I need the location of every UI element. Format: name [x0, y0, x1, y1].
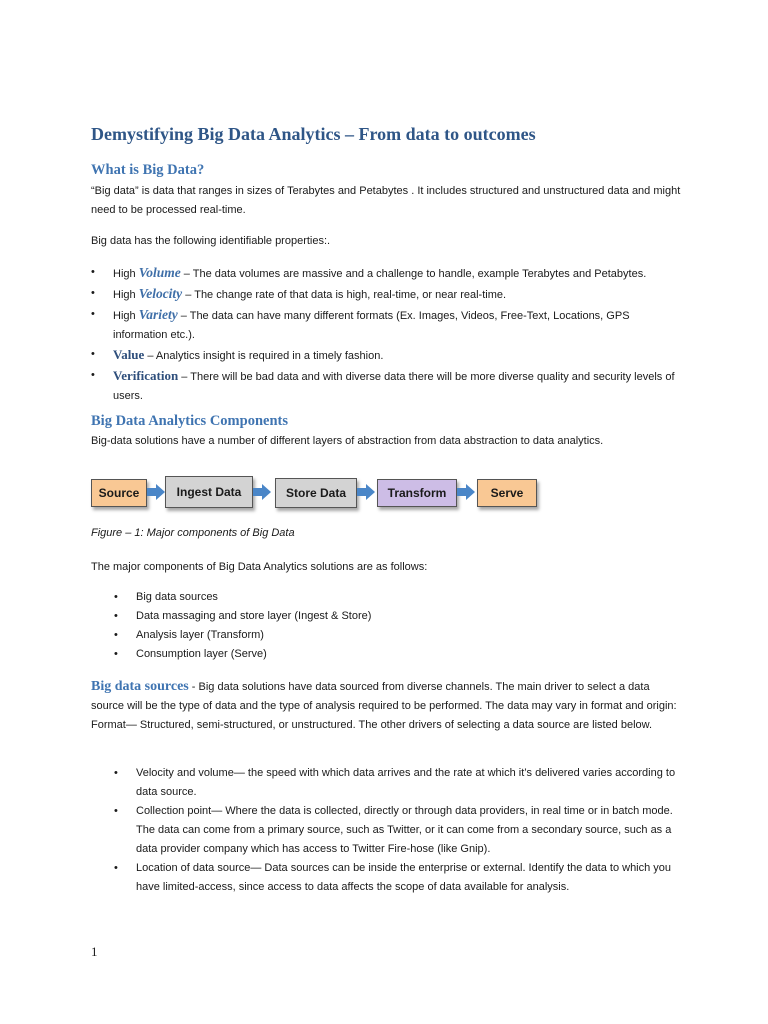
document-title: Demystifying Big Data Analytics – From data to outcomes [91, 124, 536, 144]
components-flow-diagram [91, 474, 551, 514]
flow-box-label: Store Data [285, 486, 347, 500]
components-list-intro: The major components of Big Data Analytics solutions are as follows: [91, 561, 428, 573]
flow-box-source [91, 479, 147, 507]
page-number: 1 [91, 944, 98, 959]
list-item-text: Data massaging and store layer (Ingest & Store) [136, 610, 372, 622]
list-item-text: Analysis layer (Transform) [136, 629, 264, 641]
flow-box-label: Transform [387, 486, 447, 500]
bullet-icon: • [114, 629, 118, 641]
bullet-icon: • [114, 805, 118, 817]
property-prefix: High [113, 268, 139, 280]
list-item [114, 802, 679, 859]
property-item-volume [91, 263, 681, 284]
bullet-icon: • [91, 348, 95, 360]
list-item [114, 626, 674, 645]
list-item [114, 764, 679, 802]
property-text: – The change rate of that data is high, real-time, or near real-time. [182, 289, 507, 301]
bullet-icon: • [114, 862, 118, 874]
big-data-sources-heading: Big data sources [91, 679, 189, 694]
list-item-text: Collection point— Where the data is collected, directly or through data providers, in real time or in batch mode. The data can come from a primary source, such as Twitter, or it can come from a secondary source, such as a data provider company which has access to Twitter Fire-hose (like Gnip). [136, 805, 673, 855]
list-item-text: Consumption layer (Serve) [136, 648, 267, 660]
bullet-icon: • [91, 308, 95, 320]
property-item-variety [91, 305, 681, 345]
property-item-velocity [91, 284, 681, 305]
big-data-intro: “Big data” is data that ranges in sizes of Terabytes and Petabytes . It includes structured and unstructured data and might need to be processed real-time. [91, 185, 681, 216]
flow-box-ingest-data [165, 476, 253, 508]
bullet-icon: • [91, 369, 95, 381]
property-keyword: Velocity [138, 286, 183, 301]
property-keyword: Verification [113, 368, 179, 383]
bullet-icon: • [91, 266, 95, 278]
section-heading-components: Big Data Analytics Components [91, 413, 288, 429]
flow-box-label: Ingest Data [176, 485, 242, 499]
components-intro: Big-data solutions have a number of different layers of abstraction from data abstraction to data analytics. [91, 435, 604, 447]
property-item-value [91, 345, 681, 366]
property-keyword: Variety [138, 307, 178, 322]
property-text: – The data can have many different formats (Ex. Images, Videos, Free-Text, Locations, GPS information etc.). [113, 310, 630, 341]
flow-box-store-data [275, 478, 357, 508]
list-item-text: Big data sources [136, 591, 218, 603]
bullet-icon: • [114, 610, 118, 622]
figure-caption: Figure – 1: Major components of Big Data [91, 527, 295, 539]
drivers-list [114, 764, 679, 897]
property-prefix: High [113, 289, 139, 301]
section-heading-what-is-big-data: What is Big Data? [91, 162, 205, 178]
properties-intro: Big data has the following identifiable properties:. [91, 235, 331, 247]
list-item [114, 645, 674, 664]
list-item [114, 588, 674, 607]
property-item-verification [91, 366, 681, 406]
property-text: – The data volumes are massive and a challenge to handle, example Terabytes and Petabytes. [180, 268, 647, 280]
big-data-sources-text: - Big data solutions have data sourced from diverse channels. The main driver to select a data source will be the type of data and the type of analysis required to be performed. The data may vary in format and origin: Format— Structured, semi-structured, or unstructured. The other drivers of selecting a data source are listed below. [91, 681, 677, 731]
flow-box-transform [377, 479, 457, 507]
flow-box-serve [477, 479, 537, 507]
property-keyword: Volume [138, 265, 181, 280]
property-text: – Analytics insight is required in a timely fashion. [144, 350, 384, 362]
list-item [114, 607, 674, 626]
property-text: – There will be bad data and with diverse data there will be more diverse quality and security levels of users. [113, 371, 675, 402]
flow-box-label: Source [98, 486, 140, 500]
list-item-text: Location of data source— Data sources can be inside the enterprise or external. Identify the data to which you have limited-access, since access to data affects the scope of data available for analysis. [136, 862, 672, 893]
bullet-icon: • [91, 287, 95, 299]
bullet-icon: • [114, 767, 118, 779]
components-list [114, 588, 674, 664]
big-data-sources-paragraph [91, 677, 681, 735]
bullet-icon: • [114, 591, 118, 603]
list-item-text: Velocity and volume— the speed with which data arrives and the rate at which it’s delivered varies according to data source. [136, 767, 676, 798]
properties-list [91, 263, 681, 406]
flow-box-label: Serve [490, 486, 524, 500]
property-prefix: High [113, 310, 139, 322]
property-keyword: Value [113, 347, 145, 362]
bullet-icon: • [114, 648, 118, 660]
list-item [114, 859, 679, 897]
